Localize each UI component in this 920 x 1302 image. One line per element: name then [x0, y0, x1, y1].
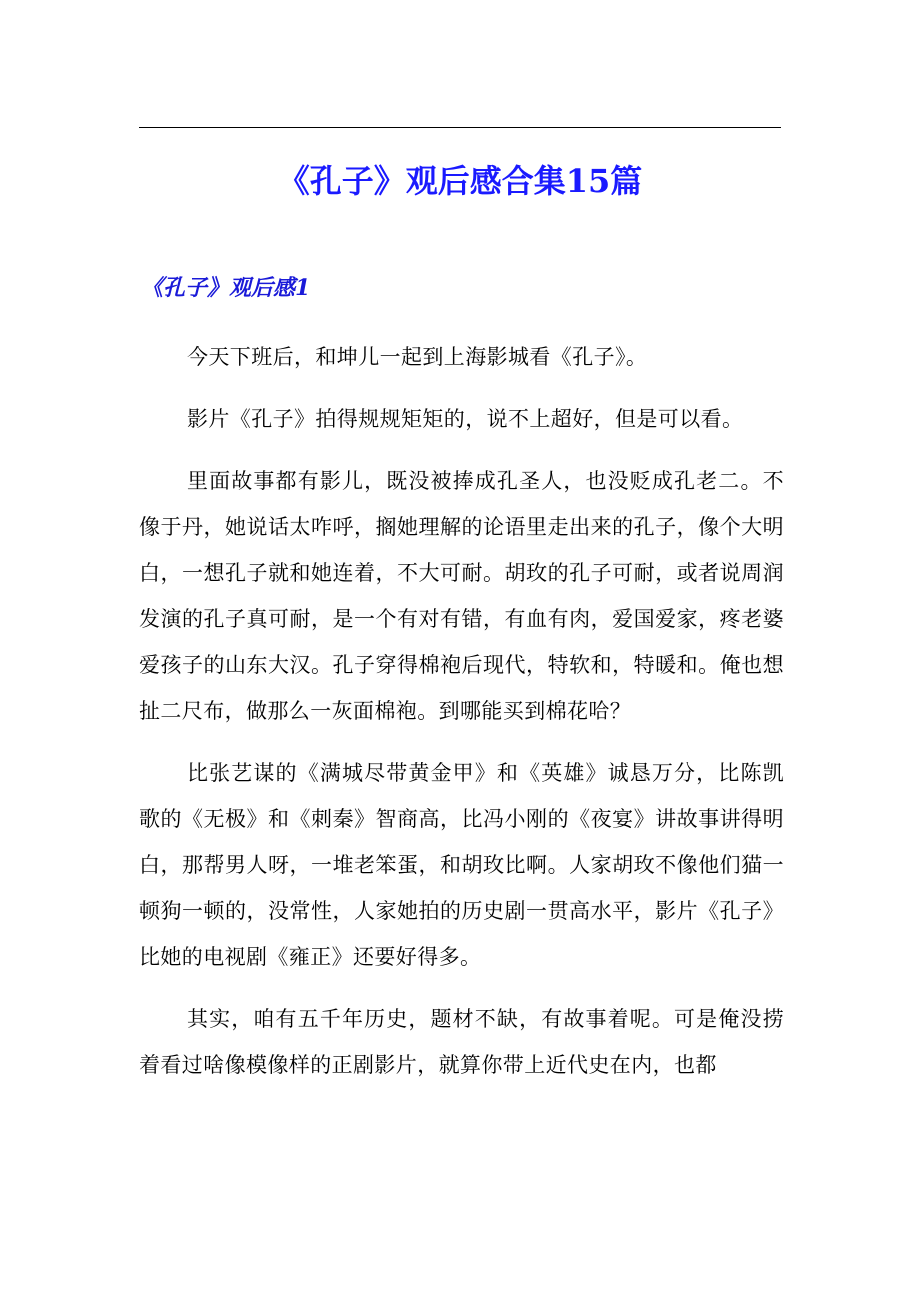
section-heading: 《孔子》观后感1	[141, 275, 311, 301]
paragraph-4: 比张艺谋的《满城尽带黄金甲》和《英雄》诚恳万分，比陈凯歌的《无极》和《刺秦》智商高，比冯小刚的《夜宴》讲故事讲得明白，那帮男人呀，一堆老笨蛋，和胡玫比啊。人家胡玫不像他们猫一顿狗一顿的，没常性，人家她拍的历史剧一贯高水平，影片《孔子》比她的电视剧《雍正》还要好得多。	[139, 761, 784, 969]
paragraph-2: 影片《孔子》拍得规规矩矩的，说不上超好，但是可以看。	[187, 407, 744, 431]
body-text	[139, 334, 784, 1104]
paragraph-5: 其实，咱有五千年历史，题材不缺，有故事着呢。可是俺没捞着看过啥像模像样的正剧影片，就算你带上近代史在内，也都	[139, 1007, 784, 1077]
paragraph-3: 里面故事都有影儿，既没被捧成孔圣人，也没贬成孔老二。不像于丹，她说话太咋呼，搁她理解的论语里走出来的孔子，像个大明白，一想孔子就和她连着，不大可耐。胡玫的孔子可耐，或者说周润发演的孔子真可耐，是一个有对有错，有血有肉，爱国爱家，疼老婆爱孩子的山东大汉。孔子穿得棉袍后现代，特软和，特暖和。俺也想扯二尺布，做那么一灰面棉袍。到哪能买到棉花哈？	[139, 469, 784, 723]
paragraph-1: 今天下班后，和坤儿一起到上海影城看《孔子》。	[187, 345, 648, 369]
top-divider	[139, 127, 781, 128]
document-title: 《孔子》观后感合集15篇	[277, 162, 643, 200]
